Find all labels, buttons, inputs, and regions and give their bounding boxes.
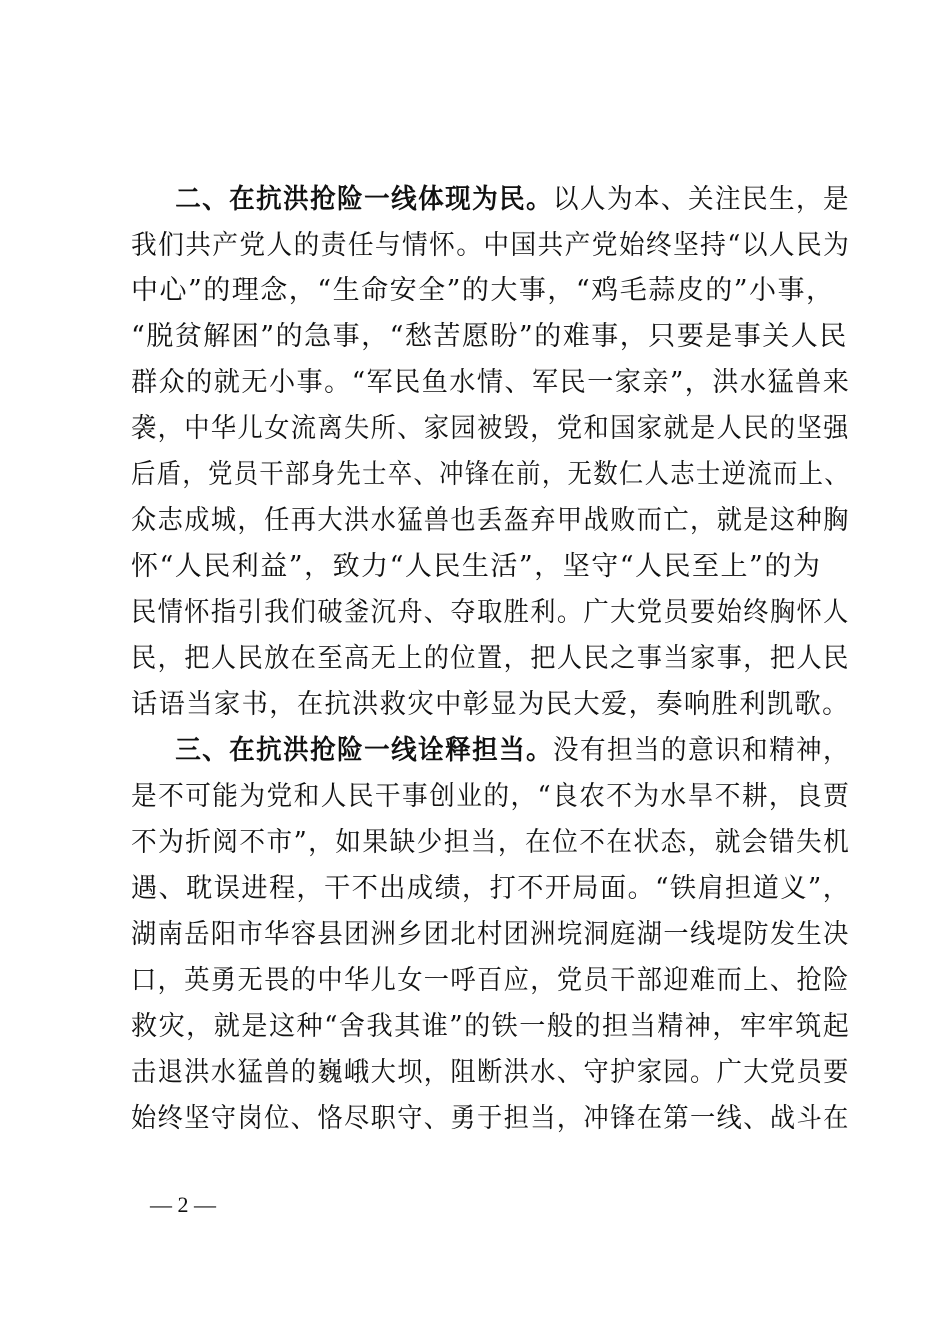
section2-line-12: 话语当家书，在抗洪救灾中彰显为民大爱，奏响胜利凯歌。 [131, 689, 850, 720]
section2-text: 以人为本、关注民生，是 [553, 184, 850, 215]
section3-line-1 [0, 728, 850, 774]
section3-line-8: 击退洪水猛兽的巍峨大坝，阻断洪水、守护家园。广大党员要 [131, 1057, 850, 1088]
section3-line-3: 不为折阅不市”，如果缺少担当，在位不在状态，就会错失机 [131, 827, 851, 858]
section2-line-4: “脱贫解困”的急事，“愁苦愿盼”的难事，只要是事关人民 [131, 321, 848, 352]
section3-text: 没有担当的意识和精神， [553, 735, 850, 766]
section2-line-9: 怀“人民利益”，致力“人民生活”，坚守“人民至上”的为 [131, 551, 822, 582]
section2-line-3: 中心”的理念，“生命安全”的大事，“鸡毛蒜皮的”小事， [131, 275, 835, 306]
section2-line-10: 民情怀指引我们破釜沉舟、夺取胜利。广大党员要始终胸怀人 [131, 597, 850, 628]
page-number: — 2 — [150, 1192, 216, 1217]
section3-line-9: 始终坚守岗位、恪尽职守、勇于担当，冲锋在第一线、战斗在 [131, 1103, 850, 1134]
section2-line-11: 民，把人民放在至高无上的位置，把人民之事当家事，把人民 [131, 643, 850, 674]
section2-line-1 [0, 177, 850, 223]
section2-line-5: 群众的就无小事。“军民鱼水情、军民一家亲”，洪水猛兽来 [131, 367, 851, 398]
section2-line-6: 袭，中华儿女流离失所、家园被毁，党和国家就是人民的坚强 [131, 413, 850, 444]
section3-line-6: 口，英勇无畏的中华儿女一呼百应，党员干部迎难而上、抢险 [131, 965, 850, 996]
section2-line-7: 后盾，党员干部身先士卒、冲锋在前，无数仁人志士逆流而上、 [131, 459, 850, 490]
section2-heading: 二、在抗洪抢险一线体现为民。 [175, 184, 554, 215]
section3-line-2: 是不可能为党和人民干事创业的，“良农不为水旱不耕，良贾 [131, 781, 851, 812]
section3-line-4: 遇、耽误进程，干不出成绩，打不开局面。“铁肩担道义”， [131, 873, 851, 904]
section3-line-7: 救灾，就是这种“舍我其谁”的铁一般的担当精神，牢牢筑起 [131, 1011, 851, 1042]
section2-line-2: 我们共产党人的责任与情怀。中国共产党始终坚持“以人民为 [131, 230, 851, 261]
section2-line-8: 众志成城，任再大洪水猛兽也丢盔弃甲战败而亡，就是这种胸 [131, 505, 850, 536]
section3-heading: 三、在抗洪抢险一线诠释担当。 [175, 735, 554, 766]
section3-line-5: 湖南岳阳市华容县团洲乡团北村团洲垸洞庭湖一线堤防发生决 [131, 919, 850, 950]
